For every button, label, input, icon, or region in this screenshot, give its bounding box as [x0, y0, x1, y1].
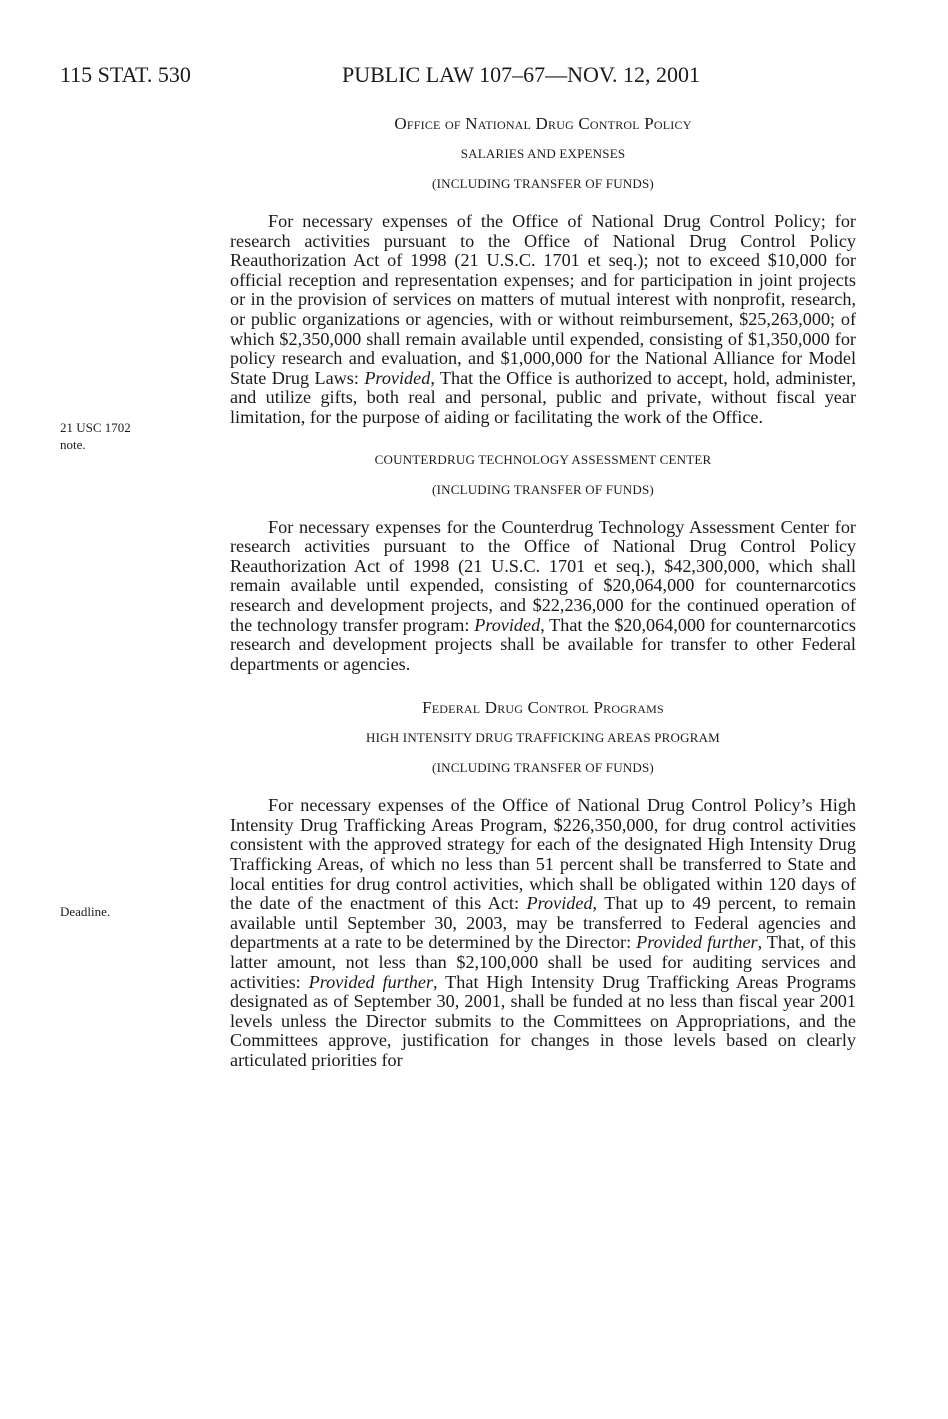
transfer-heading-1: (INCLUDING TRANSFER OF FUNDS): [432, 176, 654, 191]
public-law-citation: PUBLIC LAW 107–67—NOV. 12, 2001: [342, 62, 700, 87]
provided-further-italic: Provided further: [308, 971, 434, 992]
paragraph-counterdrug-text-b: , That the $20,064,000 for counternarcotics research and development projects shall be available for transfer to other Federal departments or agencies.: [230, 614, 856, 674]
paragraph-hidta-text-a: For necessary expenses of the Office of National Drug Control Policy’s High Intensity Drug Trafficking Areas Program, $226,350,000, for drug control activities consistent with the approved strategy for each of the designated High Intensity Drug Trafficking Areas, of which no less than 51 percent shall be transferred to State and local entities for drug control activities, which shall be obligated within 120 days of the date of the enactment of this Act:: [230, 795, 856, 914]
paragraph-ondcp-text-b: , That the Office is authorized to accept, hold, administer, and utilize gifts, both real and personal, public and private, without fiscal year limitation, for the purpose of aiding or facilitating the work of the Office.: [230, 367, 857, 427]
provided-italic: Provided: [474, 614, 541, 635]
paragraph-hidta-text-d: , That High Intensity Drug Trafficking Areas Programs designated as of September 30, 2001, shall be funded at no less than fiscal year 2001 levels unless the Director submits to the Committees on Appropriations, and the Committees approve, justification for changes in those levels based on clearly articulated priorities for: [230, 971, 856, 1070]
running-head: [60, 62, 856, 92]
transfer-heading-2: (INCLUDING TRANSFER OF FUNDS): [432, 481, 654, 497]
main-text-column: [230, 112, 856, 1071]
paragraph-hidta-text-b: , That up to 49 percent, to remain available until September 30, 2003, may be transferred to Federal agencies and departments at a rate to be determined by the Director:: [230, 893, 856, 953]
margin-note-deadline: Deadline.: [60, 904, 111, 919]
paragraph-counterdrug-text-a: For necessary expenses for the Counterdrug Technology Assessment Center for research activities pursuant to the Office of National Drug Control Policy Reauthorization Act of 1998 (21 U.S.C. 1701 et seq.), $42,300,000, which shall remain available until expended, consisting of $20,064,000 for counternarcotics research and development projects, and $22,236,000 for the continued operation of the technology transfer program:: [230, 516, 856, 635]
provided-italic: Provided: [364, 367, 431, 388]
margin-note-usc-line: 21 USC 1702: [60, 420, 131, 435]
paragraph-hidta: [230, 796, 856, 1070]
salaries-heading: SALARIES AND EXPENSES: [460, 146, 626, 161]
margin-note-usc: [60, 419, 131, 453]
margin-note-usc-note: note.: [60, 437, 86, 452]
office-heading: Office of National Drug Control Policy: [394, 114, 692, 133]
federal-programs-heading: Federal Drug Control Programs: [422, 698, 664, 718]
hidta-heading: HIGH INTENSITY DRUG TRAFFICKING AREAS PROGRAM: [366, 730, 720, 746]
paragraph-ondcp-text-a: For necessary expenses of the Office of National Drug Control Policy; for research activities pursuant to the Office of National Drug Control Policy Reauthorization Act of 1998 (21 U.S.C. 1701 et seq.); not to exceed $10,000 for official reception and representation expenses; and for participation in joint projects or in the provision of services on matters of mutual interest with nonprofit, research, or public organizations or agencies, with or without reimbursement, $25,263,000; of which $2,350,000 shall remain available until expended, consisting of $1,350,000 for policy research and evaluation, and $1,000,000 for the National Alliance for Model State Drug Laws:: [230, 211, 856, 388]
paragraph-hidta-text-c: , That, of this latter amount, not less than $2,100,000 shall be used for auditing services and activities:: [230, 932, 857, 992]
provided-italic: Provided: [526, 893, 593, 914]
provided-further-italic: Provided further: [636, 932, 758, 953]
stat-citation: 115 STAT. 530: [60, 62, 191, 87]
paragraph-ondcp: [230, 212, 856, 428]
paragraph-counterdrug: [230, 518, 856, 675]
transfer-heading-3: (INCLUDING TRANSFER OF FUNDS): [432, 760, 654, 776]
counterdrug-heading: COUNTERDRUG TECHNOLOGY ASSESSMENT CENTER: [374, 451, 712, 467]
